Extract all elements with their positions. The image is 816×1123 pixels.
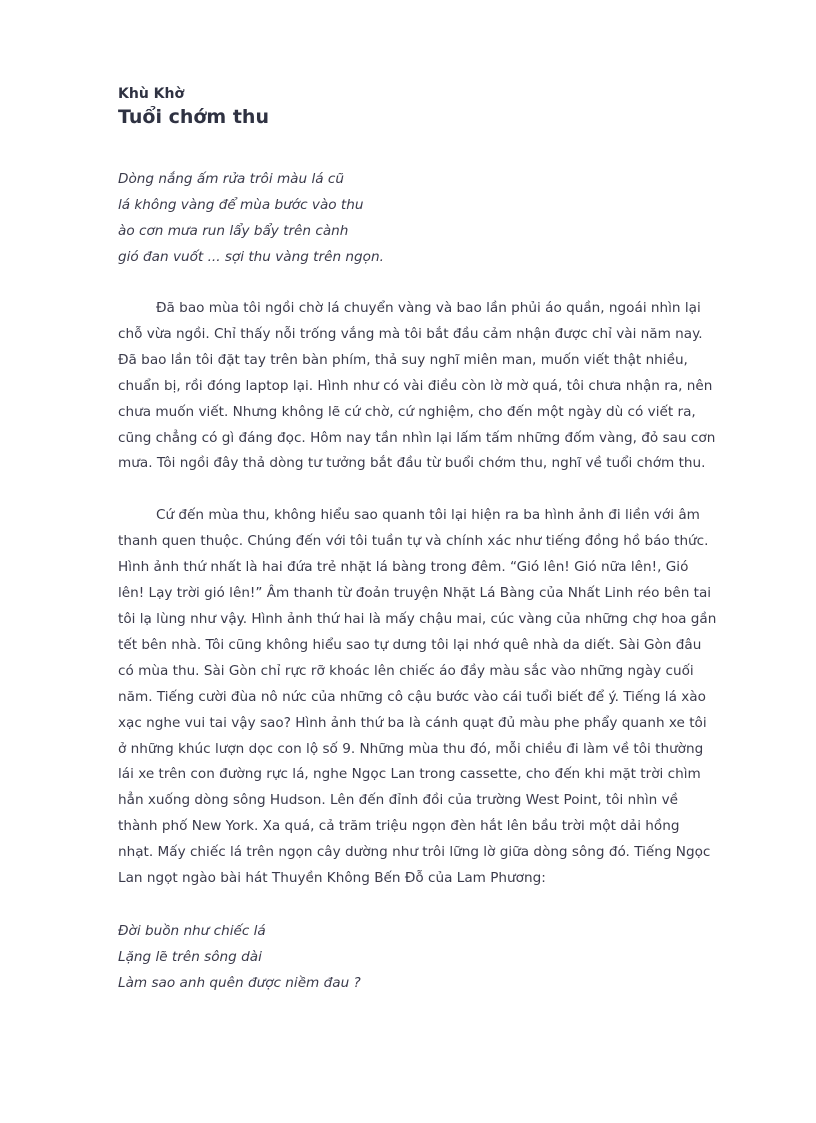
body-paragraph-2: Cứ đến mùa thu, không hiểu sao quanh tôi lại hiện ra ba hình ảnh đi liền với âm thanh quen thuộc. Chúng đến với tôi tuần tự và chính xác như tiếng đồng hồ báo thức. Hình ảnh thứ nhất là hai đứa trẻ nhặt lá bàng trong đêm. “Gió lên! Gió nữa lên!, Gió lên! Lạy trời gió lên!” Âm thanh từ đoản truyện Nhặt Lá Bàng của Nhất Linh réo bên tai tôi lạ lùng như vậy. Hình ảnh thứ hai là mấy chậu mai, cúc vàng của những chợ hoa gần tết bên nhà. Tôi cũng không hiểu sao tự dưng tôi lại nhớ quê nhà da diết. Sài Gòn đâu có mùa thu. Sài Gòn chỉ rực rỡ khoác lên chiếc áo đầy màu sắc vào những ngày cuối năm. Tiếng cười đùa nô nức của những cô cậu bước vào cái tuổi biết để ý. Tiếng lá xào xạc nghe vui tai vậy sao? Hình ảnh thứ ba là cánh quạt đủ màu phe phẩy quanh xe tôi ở những khúc lượn dọc con lộ số 9. Những mùa thu đó, mỗi chiều đi làm về tôi thường lái xe trên con đường rực lá, nghe Ngọc Lan trong cassette, cho đến khi mặt trời chìm hẳn xuống dòng sông Hudson. Lên đến đỉnh đồi của trường West Point, tôi nhìn về thành phố New York. Xa quá, cả trăm triệu ngọn đèn hắt lên bầu trời một dải hồng nhạt. Mấy chiếc lá trên ngọn cây dường như trôi lững lờ giữa dòng sông đó. Tiếng Ngọc Lan ngọt ngào bài hát Thuyền Không Bến Đỗ của Lam Phương: xyxy=(118,507,717,887)
poem-line: lá không vàng để mùa bước vào thu xyxy=(118,197,364,213)
poem-line: Dòng nắng ấm rửa trôi màu lá cũ xyxy=(118,171,344,187)
poem-line: Lặng lẽ trên sông dài xyxy=(118,948,262,965)
document-page xyxy=(118,84,718,1022)
poem-line: Đời buồn như chiếc lá xyxy=(118,922,266,939)
page-title: Tuổi chớm thu xyxy=(118,106,269,128)
body-paragraph-1: Đã bao mùa tôi ngồi chờ lá chuyển vàng và bao lần phủi áo quần, ngoái nhìn lại chỗ vừa ngồi. Chỉ thấy nỗi trống vắng mà tôi bắt đầu cảm nhận được chỉ vài năm nay. Đã bao lần tôi đặt tay trên bàn phím, thả suy nghĩ miên man, muốn viết thật nhiều, chuẩn bị, rồi đóng laptop lại. Hình như có vài điều còn lờ mờ quá, tôi chưa nhận ra, nên chưa muốn viết. Nhưng không lẽ cứ chờ, cứ nghiệm, cho đến một ngày dù có viết ra, cũng chẳng có gì đáng đọc. Hôm nay tần nhìn lại lấm tấm những đốm vàng, đỏ sau cơn mưa. Tôi ngồi đây thả dòng tư tưởng bắt đầu từ buổi chớm thu, nghĩ về tuổi chớm thu. xyxy=(118,300,716,472)
poem-line: ào cơn mưa run lẩy bẩy trên cành xyxy=(118,223,349,239)
poem-stanza-song-lyrics xyxy=(118,918,718,996)
author-name: Khù Khờ xyxy=(118,86,185,102)
poem-stanza-opening xyxy=(118,166,718,270)
poem-line: gió đan vuốt ... sợi thu vàng trên ngọn. xyxy=(118,249,384,265)
poem-line: Làm sao anh quên được niềm đau ? xyxy=(118,974,361,991)
